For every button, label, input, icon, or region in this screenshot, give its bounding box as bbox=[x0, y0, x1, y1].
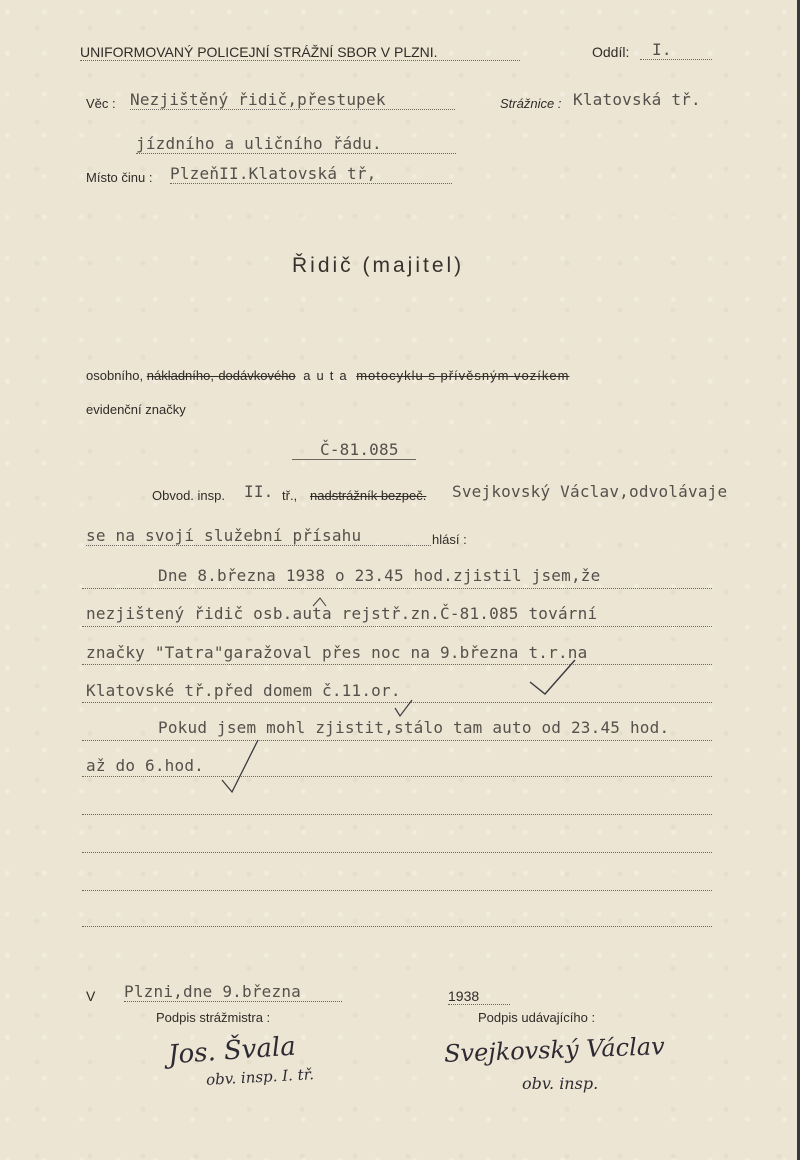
license-plate: Č-81.085 bbox=[292, 440, 416, 460]
body-line-6: až do 6.hod. bbox=[86, 756, 204, 775]
vec-line1: Nezjištěný řidič,přestupek bbox=[130, 90, 455, 110]
header-org: UNIFORMOVANÝ POLICEJNÍ STRÁŽNÍ SBOR V PLZNI. bbox=[80, 44, 520, 61]
straznice-value: Klatovská tř. bbox=[573, 90, 701, 109]
vehicle-line: osobního, nákladního,-dodávkového auta motocyklu s přívěsným vozíkem bbox=[86, 368, 570, 383]
oddil-label: Oddíl: bbox=[592, 44, 630, 60]
vehicle-struck-nakladniho: nákladního, bbox=[146, 368, 214, 383]
body-line-5: Pokud jsem mohl zjistit,stálo tam auto od 23.45 hod. bbox=[158, 718, 670, 737]
obvod-label: Obvod. insp. bbox=[152, 488, 225, 503]
struck-rank: nadstrážník bezpeč. bbox=[310, 488, 427, 503]
body-line-1: Dne 8.března 1938 o 23.45 hod.zjistil jsem,že bbox=[158, 566, 601, 585]
vec-line2: jízdního a uličního řádu. bbox=[136, 134, 456, 154]
vehicle-struck-motocyklu: motocyklu s přívěsným vozíkem bbox=[356, 368, 570, 383]
sig-left-label: Podpis strážmistra : bbox=[156, 1010, 271, 1025]
form-title: Řidič (majitel) bbox=[292, 254, 465, 277]
signature-right-rank: obv. insp. bbox=[522, 1074, 599, 1093]
body-line-4: Klatovské tř.před domem č.11.or. bbox=[86, 681, 401, 700]
vehicle-auta: auta bbox=[303, 368, 353, 383]
year: 1938 bbox=[448, 988, 510, 1005]
signature-right: Svejkovský Václav bbox=[443, 1032, 666, 1068]
sig-right-label: Podpis udávajícího : bbox=[478, 1010, 596, 1025]
report-line2: se na svojí služební přísahu bbox=[86, 526, 431, 546]
misto-label: Místo činu : bbox=[86, 170, 153, 185]
hlasi-label: hlásí : bbox=[432, 532, 467, 547]
body-line-2: nezjištený řidič osb.auta rejstř.zn.Č-81.085 tovární bbox=[86, 604, 598, 623]
vehicle-struck-dodavkoveho: dodávkového bbox=[218, 368, 296, 383]
v-label: V bbox=[86, 988, 96, 1004]
tr-label: tř., bbox=[282, 488, 298, 503]
place-date: Plzni,dne 9.března bbox=[124, 982, 342, 1002]
rank-value: II. bbox=[244, 482, 274, 501]
body-line-3: značky "Tatra"garažoval přes noc na 9.března t.r.na bbox=[86, 643, 588, 662]
reporter-name: Svejkovský Václav,odvolávaje bbox=[452, 482, 728, 501]
vehicle-prefix: osobního, bbox=[86, 368, 144, 383]
vec-label: Věc : bbox=[86, 96, 116, 111]
signature-left-rank: obv. insp. I. tř. bbox=[205, 1065, 315, 1089]
misto-value: PlzeňII.Klatovská tř, bbox=[170, 164, 452, 184]
oddil-value: I. bbox=[640, 40, 712, 60]
signature-left: Jos. Švala bbox=[167, 1031, 297, 1071]
straznice-label: Strážnice : bbox=[500, 96, 562, 111]
evidence-label: evidenční značky bbox=[86, 402, 186, 417]
